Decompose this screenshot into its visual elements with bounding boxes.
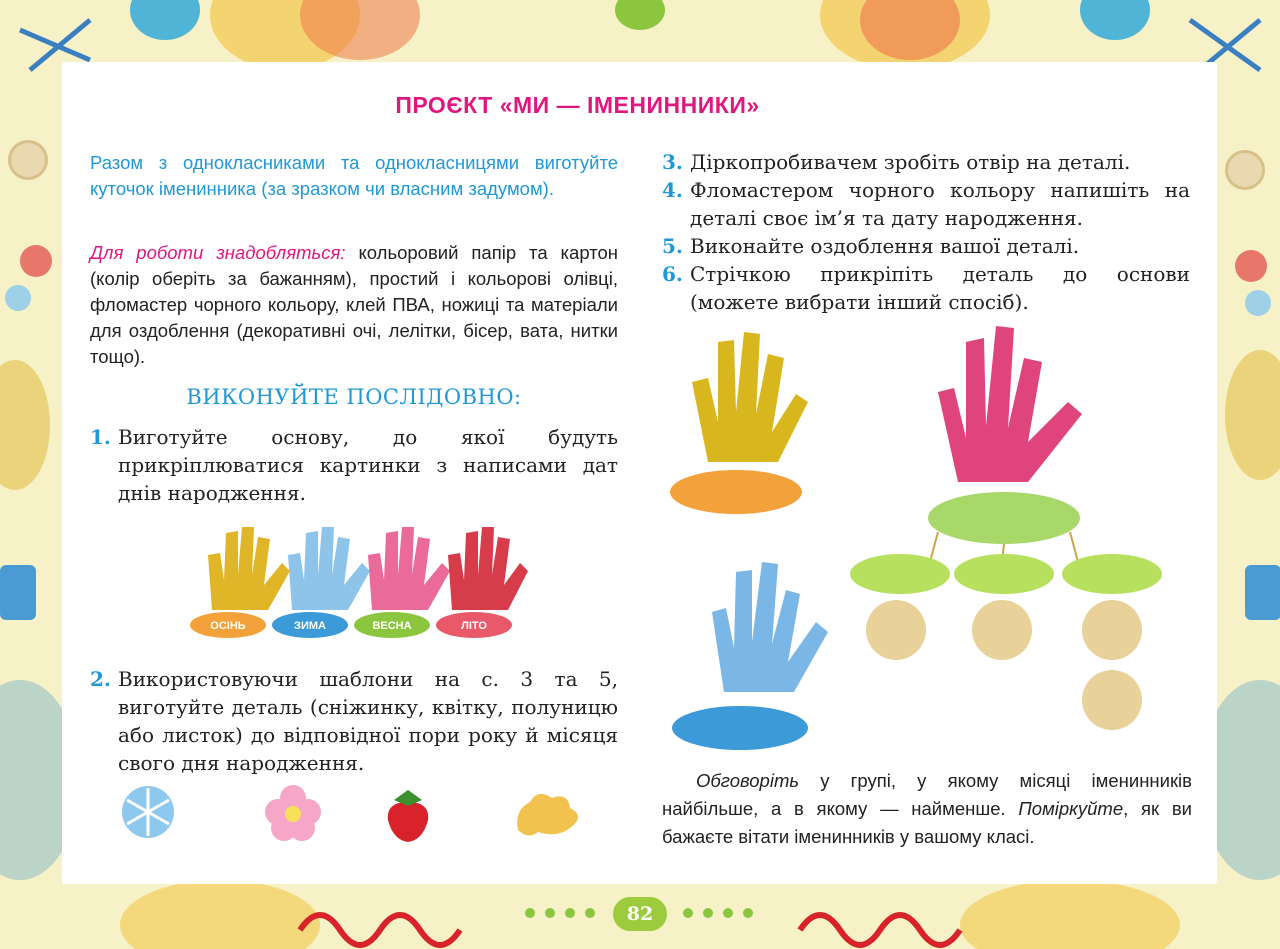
spring-base-oval bbox=[928, 492, 1080, 544]
birthday-corner-illustration bbox=[668, 322, 1188, 762]
step-text: Виконайте оздоблення вашої деталі. bbox=[690, 234, 1080, 258]
step-item bbox=[662, 232, 1190, 260]
chain-link bbox=[930, 532, 938, 562]
winter-hand-icon bbox=[712, 562, 828, 692]
month-oval bbox=[954, 554, 1054, 594]
month-oval bbox=[1062, 554, 1162, 594]
page-dot bbox=[545, 908, 555, 918]
discussion-text bbox=[662, 767, 1192, 851]
flower-icon bbox=[265, 785, 321, 841]
season-label-spring: ВЕСНА bbox=[372, 620, 412, 632]
steps-heading: ВИКОНУЙТЕ ПОСЛІДОВНО: bbox=[186, 385, 522, 409]
winter-base-oval bbox=[672, 706, 808, 750]
materials-text bbox=[90, 240, 618, 370]
season-label-autumn: ОСІНЬ bbox=[210, 620, 246, 632]
page-title: ПРОЄКТ «МИ — ІМЕНИННИКИ» bbox=[395, 92, 760, 118]
autumn-hand-icon bbox=[208, 527, 290, 610]
strawberry-icon bbox=[388, 790, 428, 842]
red-ribbon-icon bbox=[300, 915, 460, 945]
step-item bbox=[662, 148, 1190, 176]
materials-label: Для роботи знадобляться: bbox=[90, 242, 346, 263]
snowflake-icon bbox=[122, 786, 174, 838]
flower-tag-icon bbox=[866, 600, 926, 660]
templates-illustration bbox=[118, 780, 578, 850]
step-number: 1. bbox=[90, 425, 111, 449]
step-number: 6. bbox=[662, 262, 683, 286]
summer-hand-icon bbox=[448, 527, 528, 610]
flower-tag-icon bbox=[1082, 600, 1142, 660]
page-dot bbox=[703, 908, 713, 918]
season-label-summer: ЛІТО bbox=[461, 620, 487, 632]
step-text: Виготуйте основу, до якої будуть прикріплюватися картинки з написами дат днів народження. bbox=[118, 425, 618, 505]
page-dot bbox=[525, 908, 535, 918]
flower-tag-icon bbox=[1082, 670, 1142, 730]
step-item bbox=[90, 423, 618, 507]
spring-hand-icon bbox=[368, 527, 450, 610]
leaf-icon bbox=[517, 794, 578, 836]
winter-hand-icon bbox=[288, 527, 370, 610]
discuss-text-2: , як ви бажаєте вітати іменинників у вашому класі. bbox=[662, 798, 1192, 847]
season-label-winter: ЗИМА bbox=[294, 620, 326, 632]
autumn-hand-icon bbox=[692, 332, 808, 462]
think-keyword: Поміркуйте bbox=[1018, 798, 1124, 819]
step-text: Фломастером чорного кольору напишіть на деталі своє ім’я та дату народження. bbox=[690, 178, 1190, 230]
autumn-base-oval bbox=[670, 470, 802, 514]
step-number: 3. bbox=[662, 150, 683, 174]
step-number: 2. bbox=[90, 667, 111, 691]
flower-tag-icon bbox=[972, 600, 1032, 660]
discuss-text-1: у групі, у якому місяці іменинників найбільше, а в якому — найменше. bbox=[662, 770, 1192, 819]
step-item bbox=[90, 665, 618, 777]
materials-list: кольоровий папір та картон (колір оберіть за бажанням), простий і кольорові олівці, фломастер чорного кольору, клей ПВА, ножиці та матеріали для оздоблення (декоративні очі, лелітки, бісер, вата, нитки тощо). bbox=[90, 242, 618, 367]
step-text: Використовуючи шаблони на с. 3 та 5, виготуйте деталь (сніжинку, квітку, полуницю або листок) до відповідної пори року й місяця свого дня народження. bbox=[118, 667, 618, 775]
step-item bbox=[662, 260, 1190, 316]
red-ribbon-icon-right bbox=[800, 915, 960, 945]
page-dot bbox=[683, 908, 693, 918]
page-dot bbox=[723, 908, 733, 918]
seasons-illustration bbox=[190, 515, 520, 650]
page-dot bbox=[565, 908, 575, 918]
page-dot bbox=[585, 908, 595, 918]
discuss-keyword: Обговоріть bbox=[696, 770, 800, 791]
step-text: Діркопробивачем зробіть отвір на деталі. bbox=[690, 150, 1131, 174]
spring-hand-icon bbox=[938, 326, 1082, 482]
step-number: 5. bbox=[662, 234, 683, 258]
month-oval bbox=[850, 554, 950, 594]
chain-link bbox=[1070, 532, 1078, 562]
step-number: 4. bbox=[662, 178, 683, 202]
page-dot bbox=[743, 908, 753, 918]
page-number: 82 bbox=[613, 897, 667, 931]
step-text: Стрічкою прикріпіть деталь до основи (можете вибрати інший спосіб). bbox=[690, 262, 1190, 314]
intro-text: Разом з однокласниками та однокласницями виготуйте куточок іменинника (за зразком чи власним задумом). bbox=[90, 152, 618, 199]
step-item bbox=[662, 176, 1190, 232]
